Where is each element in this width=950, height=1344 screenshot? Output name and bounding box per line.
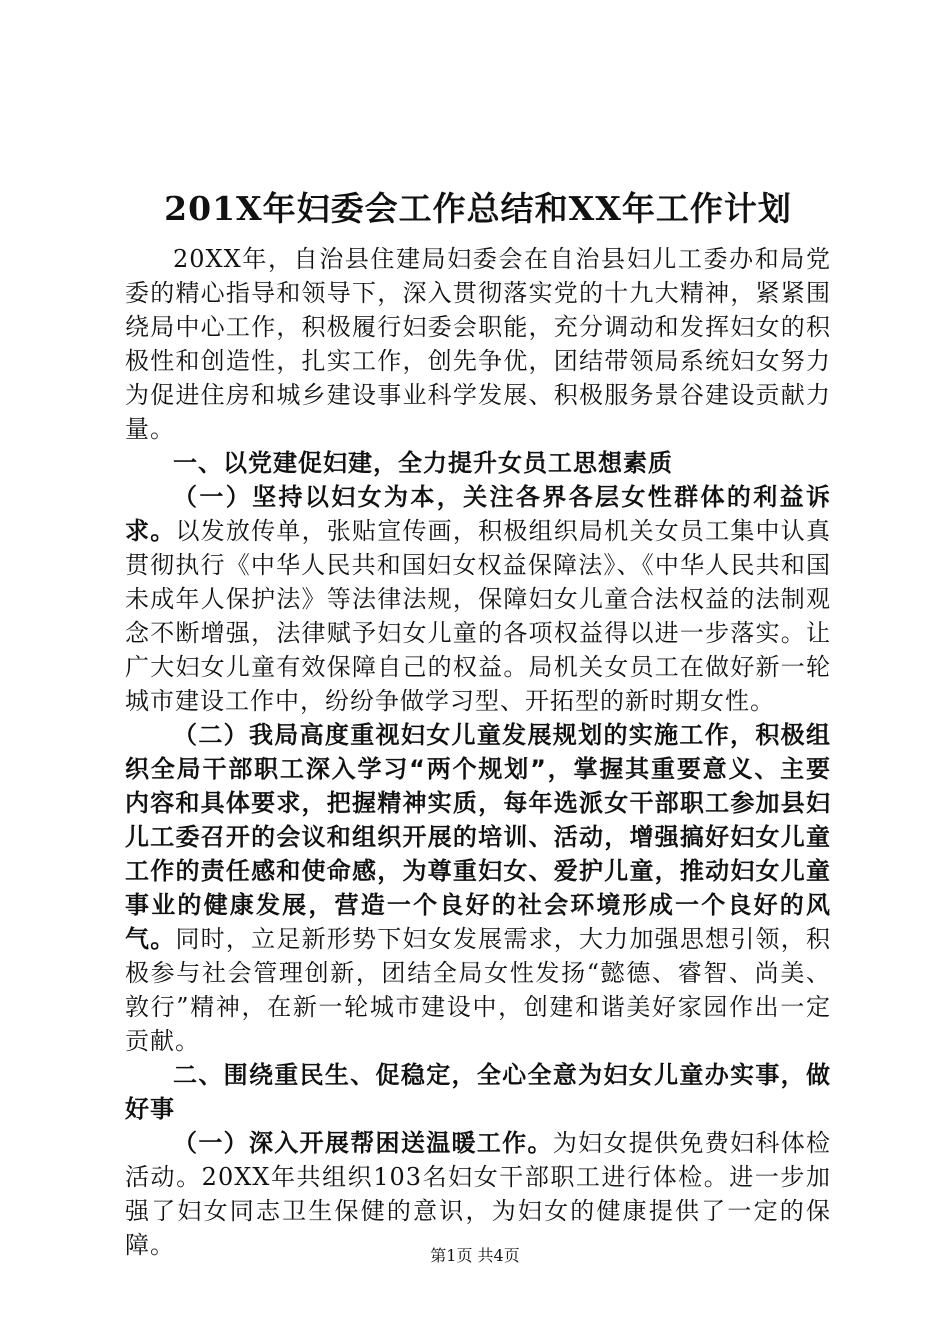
page-number-footer: 第1页 共4页 <box>430 1246 520 1265</box>
section-1-item-1-body: 以发放传单，张贴宣传画，积极组织局机关女员工集中认真贯彻执行《中华人民共和国妇女权益保障法》、《中华人民共和国未成年人保护法》等法律法规，保障妇女儿童合法权益的法制观念不断增强，法律赋予妇女儿童的各项权益得以进一步落实。让广大妇女儿童有效保障自己的权益。局机关女员工在做好新一轮城市建设工作中，纷纷争做学习型、开拓型的新时期女性。 <box>125 517 832 715</box>
section-1-item-2 <box>125 718 831 1058</box>
section-1-item-2-body: 同时，立足新形势下妇女发展需求，大力加强思想引领，积极参与社会管理创新，团结全局女性发扬“懿德、睿智、尚美、敦行”精神，在新一轮城市建设中，创建和谐美好家园作出一定贡献。 <box>125 925 832 1055</box>
section-1-heading: 一、以党建促妇建，全力提升女员工思想素质 <box>173 448 673 477</box>
section-2-heading: 二、围绕重民生、促稳定，全心全意为妇女儿童办实事，做好事 <box>125 1060 831 1123</box>
section-2-item-1 <box>125 1126 831 1262</box>
section-1-item-1 <box>125 480 831 718</box>
intro-paragraph: 20XX年，自治县住建局妇委会在自治县妇儿工委办和局党委的精心指导和领导下，深入贯彻落实党的十九大精神，紧紧围绕局中心工作，积极履行妇委会职能，充分调动和发挥妇女的积极性和创造性，扎实工作，创先争优，团结带领局系统妇女努力为促进住房和城乡建设事业科学发展、积极服务景谷建设贡献力量。 <box>125 245 831 443</box>
section-2-item-1-lead: （一）深入开展帮困送温暖工作。 <box>173 1129 553 1157</box>
document-title: 201X年妇委会工作总结和XX年工作计划 <box>164 189 792 228</box>
section-2-item-1-body: 为妇女提供免费妇科体检活动。20XX年共组织103名妇女干部职工进行体检。进一步加强了妇女同志卫生保健的意识，为妇女的健康提供了一定的保障。 <box>125 1129 832 1259</box>
section-1-item-1-lead: （一）坚持以妇女为本，关注各界各层女性群体的利益诉求。 <box>125 483 831 545</box>
document-body <box>125 182 831 1262</box>
section-1-item-2-lead: （二）我局高度重视妇女儿童发展规划的实施工作，积极组织全局干部职工深入学习“两个规划”，掌握其重要意义、主要内容和具体要求，把握精神实质，每年选派女干部职工参加县妇儿工委召开的会议和组织开展的培训、活动，增强搞好妇女儿童工作的责任感和使命感，为尊重妇女、爱护儿童，推动妇女儿童事业的健康发展，营造一个良好的社会环境形成一个良好的风气。 <box>125 721 831 953</box>
